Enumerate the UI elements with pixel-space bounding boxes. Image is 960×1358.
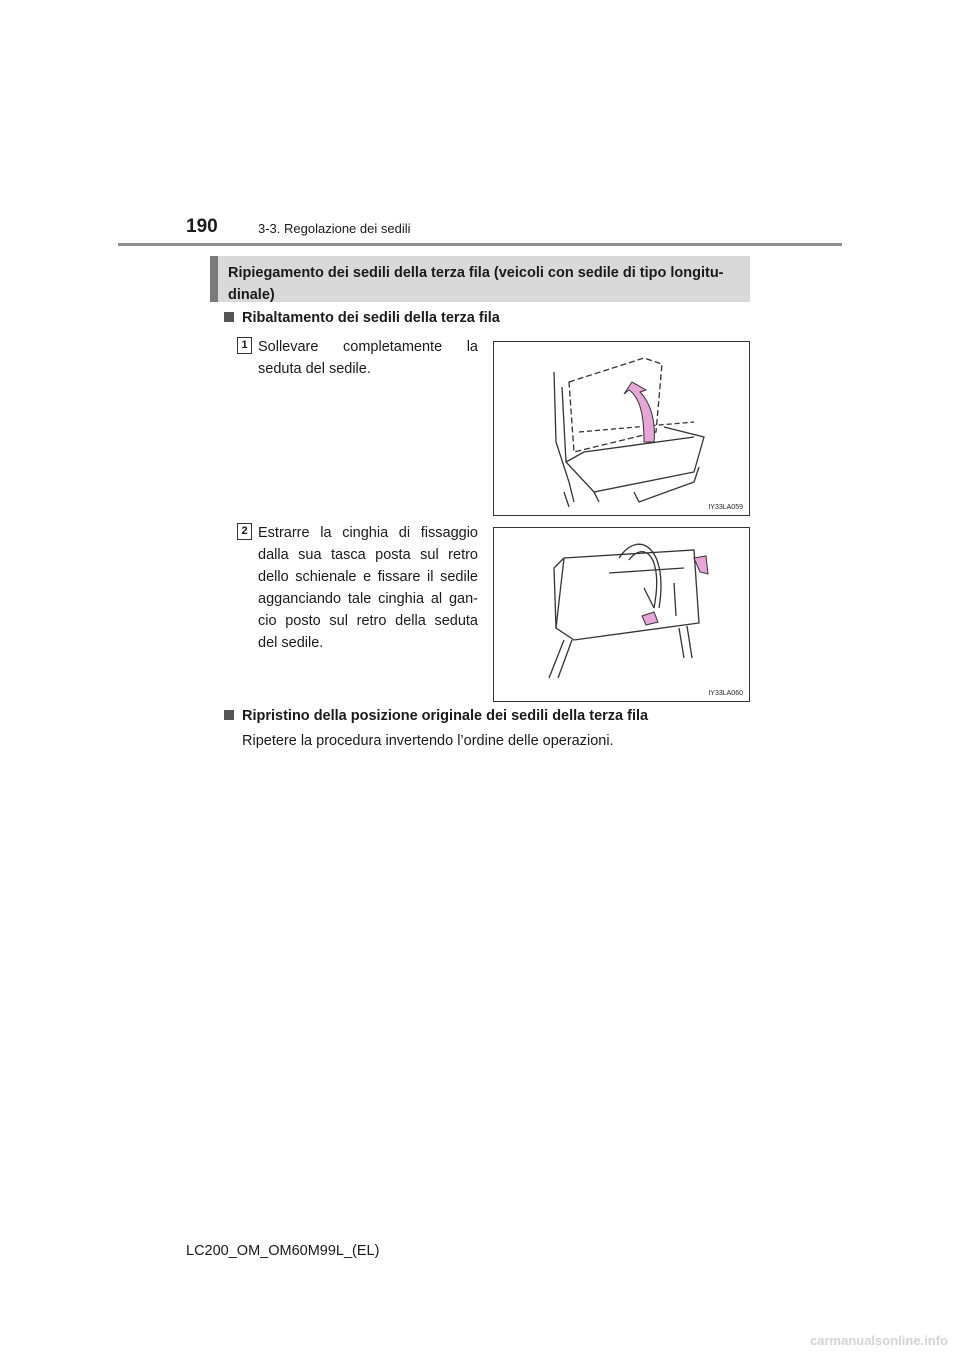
- figure-code-1: IY33LA059: [708, 504, 743, 511]
- section-heading: Ripiegamento dei sedili della terza fila (veicoli con sedile di tipo longitu-dinale): [228, 265, 724, 303]
- step-2-number: 2: [237, 523, 252, 540]
- figure-code-2: IY33LA060: [708, 690, 743, 697]
- seat-strap-drawing: [494, 528, 749, 701]
- illustration-lift-seat: [493, 341, 750, 516]
- square-bullet-icon: [224, 312, 234, 322]
- footer-doc-code: LC200_OM_OM60M99L_(EL): [186, 1243, 380, 1259]
- watermark: carmanualsonline.info: [810, 1333, 948, 1348]
- step-2-text: Estrarre la cinghia di fissaggio dalla sua tasca posta sul retro dello schienale e fissare il sedile agganciando tale cinghia al gan-cio posto sul retro della seduta del sedile.: [258, 525, 478, 651]
- seat-lift-drawing: [494, 342, 749, 515]
- subheading-restore-text: Ripristino della posizione originale dei sedili della terza fila: [242, 708, 649, 724]
- header-rule: [118, 243, 842, 246]
- page-number: 190: [186, 216, 218, 237]
- step-1-text: Sollevare completamente la seduta del sedile.: [258, 339, 478, 377]
- illustration-fasten-strap: [493, 527, 750, 702]
- square-bullet-icon: [224, 710, 234, 720]
- section-title: 3-3. Regolazione dei sedili: [258, 221, 411, 236]
- subheading-fold-text: Ribaltamento dei sedili della terza fila: [242, 310, 500, 326]
- subheading-restore: [224, 708, 648, 724]
- subheading-fold: [224, 310, 500, 326]
- step-1-number: 1: [237, 337, 252, 354]
- section-heading-box: [210, 256, 750, 302]
- restore-body-text: Ripetere la procedura invertendo l’ordine delle operazioni.: [242, 733, 614, 749]
